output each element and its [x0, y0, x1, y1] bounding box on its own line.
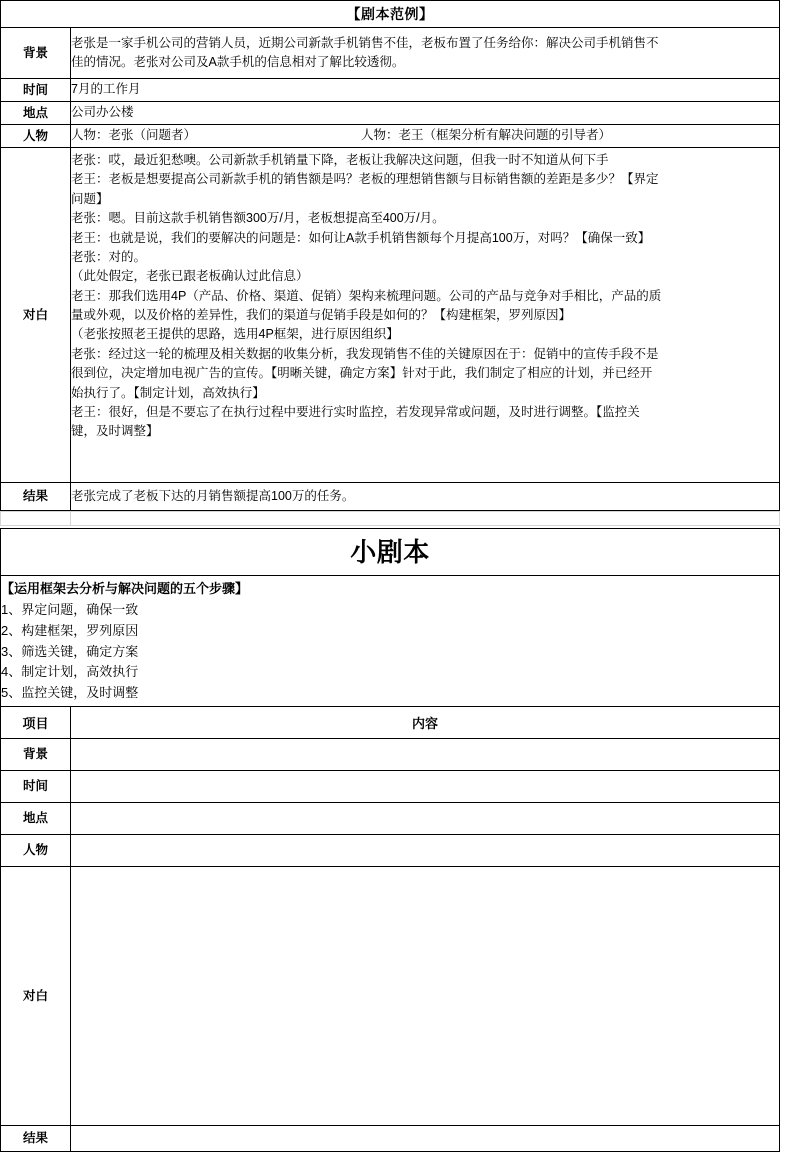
table-row-background — [1, 28, 780, 79]
row-input-place[interactable] — [71, 803, 780, 835]
table-row-time — [1, 79, 780, 102]
column-header-item: 项目 — [1, 707, 71, 739]
row-label-background: 背景 — [1, 28, 71, 79]
step-item-2: 2、构建框架，罗列原因 — [1, 622, 139, 638]
dialogue-line-11: 老张：经过这一轮的梳理及相关数据的收集分析，我发现销售不佳的关键原因在于：促销中的宣传手段不是 — [71, 346, 659, 361]
result-line-1: 老张完成了老板下达的月销售额提高100万的任务。 — [71, 488, 355, 503]
blank-table-title: 小剧本 — [1, 529, 780, 576]
row-value-time — [71, 79, 780, 102]
row-label-background-blank: 背景 — [1, 739, 71, 771]
dialogue-line-1: 老张：哎，最近犯愁噢。公司新款手机销量下降，老板让我解决这问题，但我一时不知道从何下手 — [71, 153, 609, 167]
row-label-time-blank: 时间 — [1, 771, 71, 803]
step-item-3: 3、筛选关键，确定方案 — [1, 643, 139, 659]
dialogue-line-2: 老王：老板是想要提高公司新款手机的销售额是吗？老板的理想销售额与目标销售额的差距是多少？【界定 — [71, 172, 659, 187]
dialogue-line-3: 问题】 — [71, 191, 109, 206]
dialogue-line-6: 老张：对的。 — [71, 249, 147, 264]
blank-script-table — [0, 528, 780, 1152]
row-input-time[interactable] — [71, 771, 780, 803]
table-row-place — [1, 102, 780, 125]
spacer-cell-right — [71, 512, 780, 526]
row-label-dialogue-blank: 对白 — [1, 867, 71, 1126]
row-input-dialogue[interactable] — [71, 867, 780, 1126]
step-item-4: 4、制定计划，高效执行 — [1, 664, 139, 680]
dialogue-line-12: 很到位，决定增加电视广告的宣传。【明晰关键，确定方案】针对于此，我们制定了相应的计划，并已经开 — [71, 366, 653, 381]
row-input-background[interactable] — [71, 739, 780, 771]
dialogue-line-4: 老张：嗯。目前这款手机销售额300万/月，老板想提高至400万/月。 — [71, 211, 445, 226]
table-row-characters-blank — [1, 835, 780, 867]
spacer-cell-left — [1, 512, 71, 526]
example-script-table — [0, 0, 780, 511]
table-row-time-blank — [1, 771, 780, 803]
time-line-1: 7月的工作月 — [71, 82, 141, 97]
column-header-content: 内容 — [71, 707, 780, 739]
table-row-place-blank — [1, 803, 780, 835]
dialogue-line-9: 量或外观，以及价格的差异性，我们的渠道与促销手段是如何的？【构建框架，罗列原因】 — [71, 308, 572, 322]
spacer-row — [0, 511, 780, 526]
dialogue-line-15: 键，及时调整】 — [71, 424, 159, 439]
row-value-result — [71, 483, 780, 511]
steps-list — [1, 600, 779, 703]
row-value-place — [71, 102, 780, 125]
dialogue-line-7: （此处假定，老张已跟老板确认过此信息） — [71, 269, 309, 284]
character-left: 人物：老张（问题者） — [71, 128, 197, 143]
steps-heading: 【运用框架去分析与解决问题的五个步骤】 — [1, 580, 249, 596]
spacer-table-row — [1, 512, 780, 526]
row-value-dialogue — [71, 148, 780, 483]
table-row-title-2 — [1, 529, 780, 576]
row-value-characters — [71, 125, 780, 148]
background-line-1: 老张是一家手机公司的营销人员，近期公司新款手机销售不佳，老板布置了任务给你：解决公司手机销售不 — [71, 35, 659, 50]
table-row-dialogue — [1, 148, 780, 483]
dialogue-line-10: （老张按照老王提供的思路，选用4P框架，进行原因组织】 — [71, 327, 399, 342]
row-label-result: 结果 — [1, 483, 71, 511]
step-item-5: 5、监控关键，及时调整 — [1, 684, 139, 700]
row-input-result[interactable] — [71, 1126, 780, 1152]
table-row-steps — [1, 576, 780, 707]
example-table-title: 【剧本范例】 — [1, 1, 780, 28]
step-item-1: 1、界定问题，确保一致 — [1, 602, 139, 618]
characters-line — [71, 126, 779, 145]
row-value-background — [71, 28, 780, 79]
dialogue-line-13: 始执行了。【制定计划，高效执行】 — [71, 385, 265, 400]
table-row-header — [1, 707, 780, 739]
table-row-background-blank — [1, 739, 780, 771]
background-line-2: 佳的情况。老张对公司及A款手机的信息相对了解比较透彻。 — [71, 55, 405, 69]
steps-block — [1, 576, 780, 707]
row-label-characters: 人物 — [1, 125, 71, 148]
row-label-dialogue: 对白 — [1, 148, 71, 483]
row-label-place: 地点 — [1, 102, 71, 125]
character-right: 人物：老王（框架分析有解决问题的引导者） — [361, 128, 612, 143]
table-row-result — [1, 483, 780, 511]
place-line-1: 公司办公楼 — [71, 105, 134, 120]
row-input-characters[interactable] — [71, 835, 780, 867]
table-row-characters — [1, 125, 780, 148]
dialogue-line-14: 老王：很好，但是不要忘了在执行过程中要进行实时监控，若发现异常或问题，及时进行调整。【监控关 — [71, 404, 640, 419]
row-label-characters-blank: 人物 — [1, 835, 71, 867]
table-row-dialogue-blank — [1, 867, 780, 1126]
row-label-place-blank: 地点 — [1, 803, 71, 835]
table-row-title — [1, 1, 780, 28]
row-label-result-blank: 结果 — [1, 1126, 71, 1152]
dialogue-line-8: 老王：那我们选用4P（产品、价格、渠道、促销）架构来梳理问题。公司的产品与竞争对手相比，产品的质 — [71, 288, 662, 303]
table-row-result-blank — [1, 1126, 780, 1152]
row-label-time: 时间 — [1, 79, 71, 102]
dialogue-line-5: 老王：也就是说，我们的要解决的问题是：如何让A款手机销售额每个月提高100万，对吗？【确保一致】 — [71, 230, 651, 245]
